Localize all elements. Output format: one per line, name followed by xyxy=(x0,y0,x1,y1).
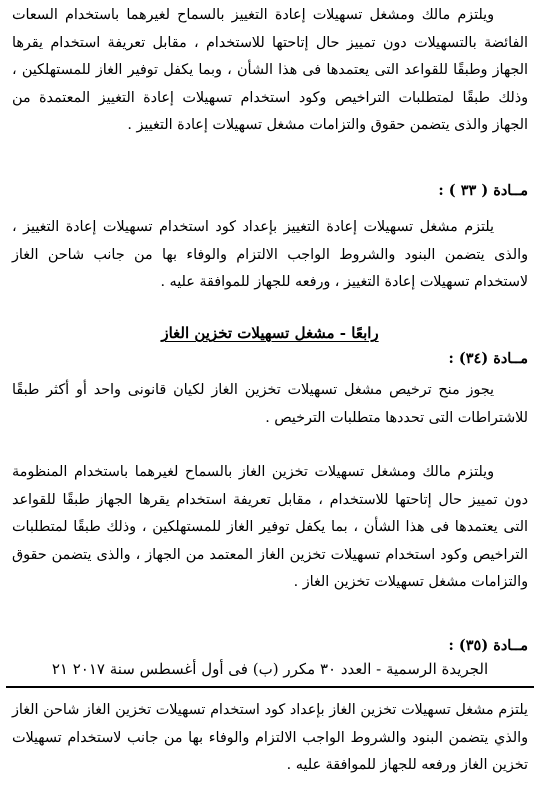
article-35-heading: مــادة (٣٥) : xyxy=(448,637,528,654)
article-33-heading: مــادة ( ٣٣ ) : xyxy=(438,182,528,199)
paragraph-reclassification-access: ويلتزم مالك ومشغل تسهيلات إعادة التغييز بالسماح لغيرهما باستخدام السعات الفائضة بالتسهيلات دون تمييز حال إتاحتها للاستخدام ، مقابل تعريفة استخدام يقرها الجهاز وطبقًا للقواعد التى يعتمدها فى هذا الشأن ، وبما يكفل توفير الغاز للمستهلكين ، وذلك طبقًا لمتطلبات التراخيص وكود استخدام تسهيلات إعادة التغييز المعتمدة من الجهاز والذى يتضمن حقوق والتزامات مشغل تسهيلات إعادة التغييز . xyxy=(12,7,528,134)
gazette-footer: الجريدة الرسمية - العدد ٣٠ مكرر (ب) فى أول أغسطس سنة ٢٠١٧ ٢١ xyxy=(51,660,489,678)
footer-divider xyxy=(6,686,534,688)
section-heading-gas-storage xyxy=(0,323,540,343)
paragraph-article-34: يجوز منح ترخيص مشغل تسهيلات تخزين الغاز لكيان قانونى واحد أو أكثر طبقًا للاشتراطات التى تحددها متطلبات الترخيص . xyxy=(12,382,528,426)
article-34-heading: مــادة (٣٤) : xyxy=(448,350,528,367)
paragraph-storage-access: ويلتزم مالك ومشغل تسهيلات تخزين الغاز بالسماح لغيرهما باستخدام المنظومة دون تمييز حال إتاحتها للاستخدام ، مقابل تعريفة استخدام يقرها الجهاز طبقًا للقواعد التى يعتمدها فى هذا الشأن ، بما يكفل توفير الغاز للمستهلكين ، وذلك طبقًا لمتطلبات التراخيص وكود استخدام تسهيلات تخزين الغاز المعتمد من الجهاز ، والذى يتضمن حقوق والتزامات مشغل تسهيلات تخزين الغاز . xyxy=(12,464,528,591)
section-heading-text: رابعًا - مشغل تسهيلات تخزين الغاز xyxy=(161,324,379,342)
paragraph-article-33: يلتزم مشغل تسهيلات إعادة التغييز بإعداد كود استخدام تسهيلات إعادة التغييز ، والذى يتضمن البنود والشروط الواجب الالتزام والوفاء بها من جانب شاحن الغاز لاستخدام تسهيلات إعادة التغييز ، ورفعه للجهاز للموافقة عليه . xyxy=(12,219,528,291)
paragraph-article-35: يلتزم مشغل تسهيلات تخزين الغاز بإعداد كود استخدام تسهيلات تخزين الغاز شاحن الغاز والذي يتضمن البنود والشروط الواجب الالتزام والوفاء بها من جانب لاستخدام تسهيلات تخزين الغاز ورفعه للجهاز للموافقة عليه . xyxy=(12,702,528,774)
